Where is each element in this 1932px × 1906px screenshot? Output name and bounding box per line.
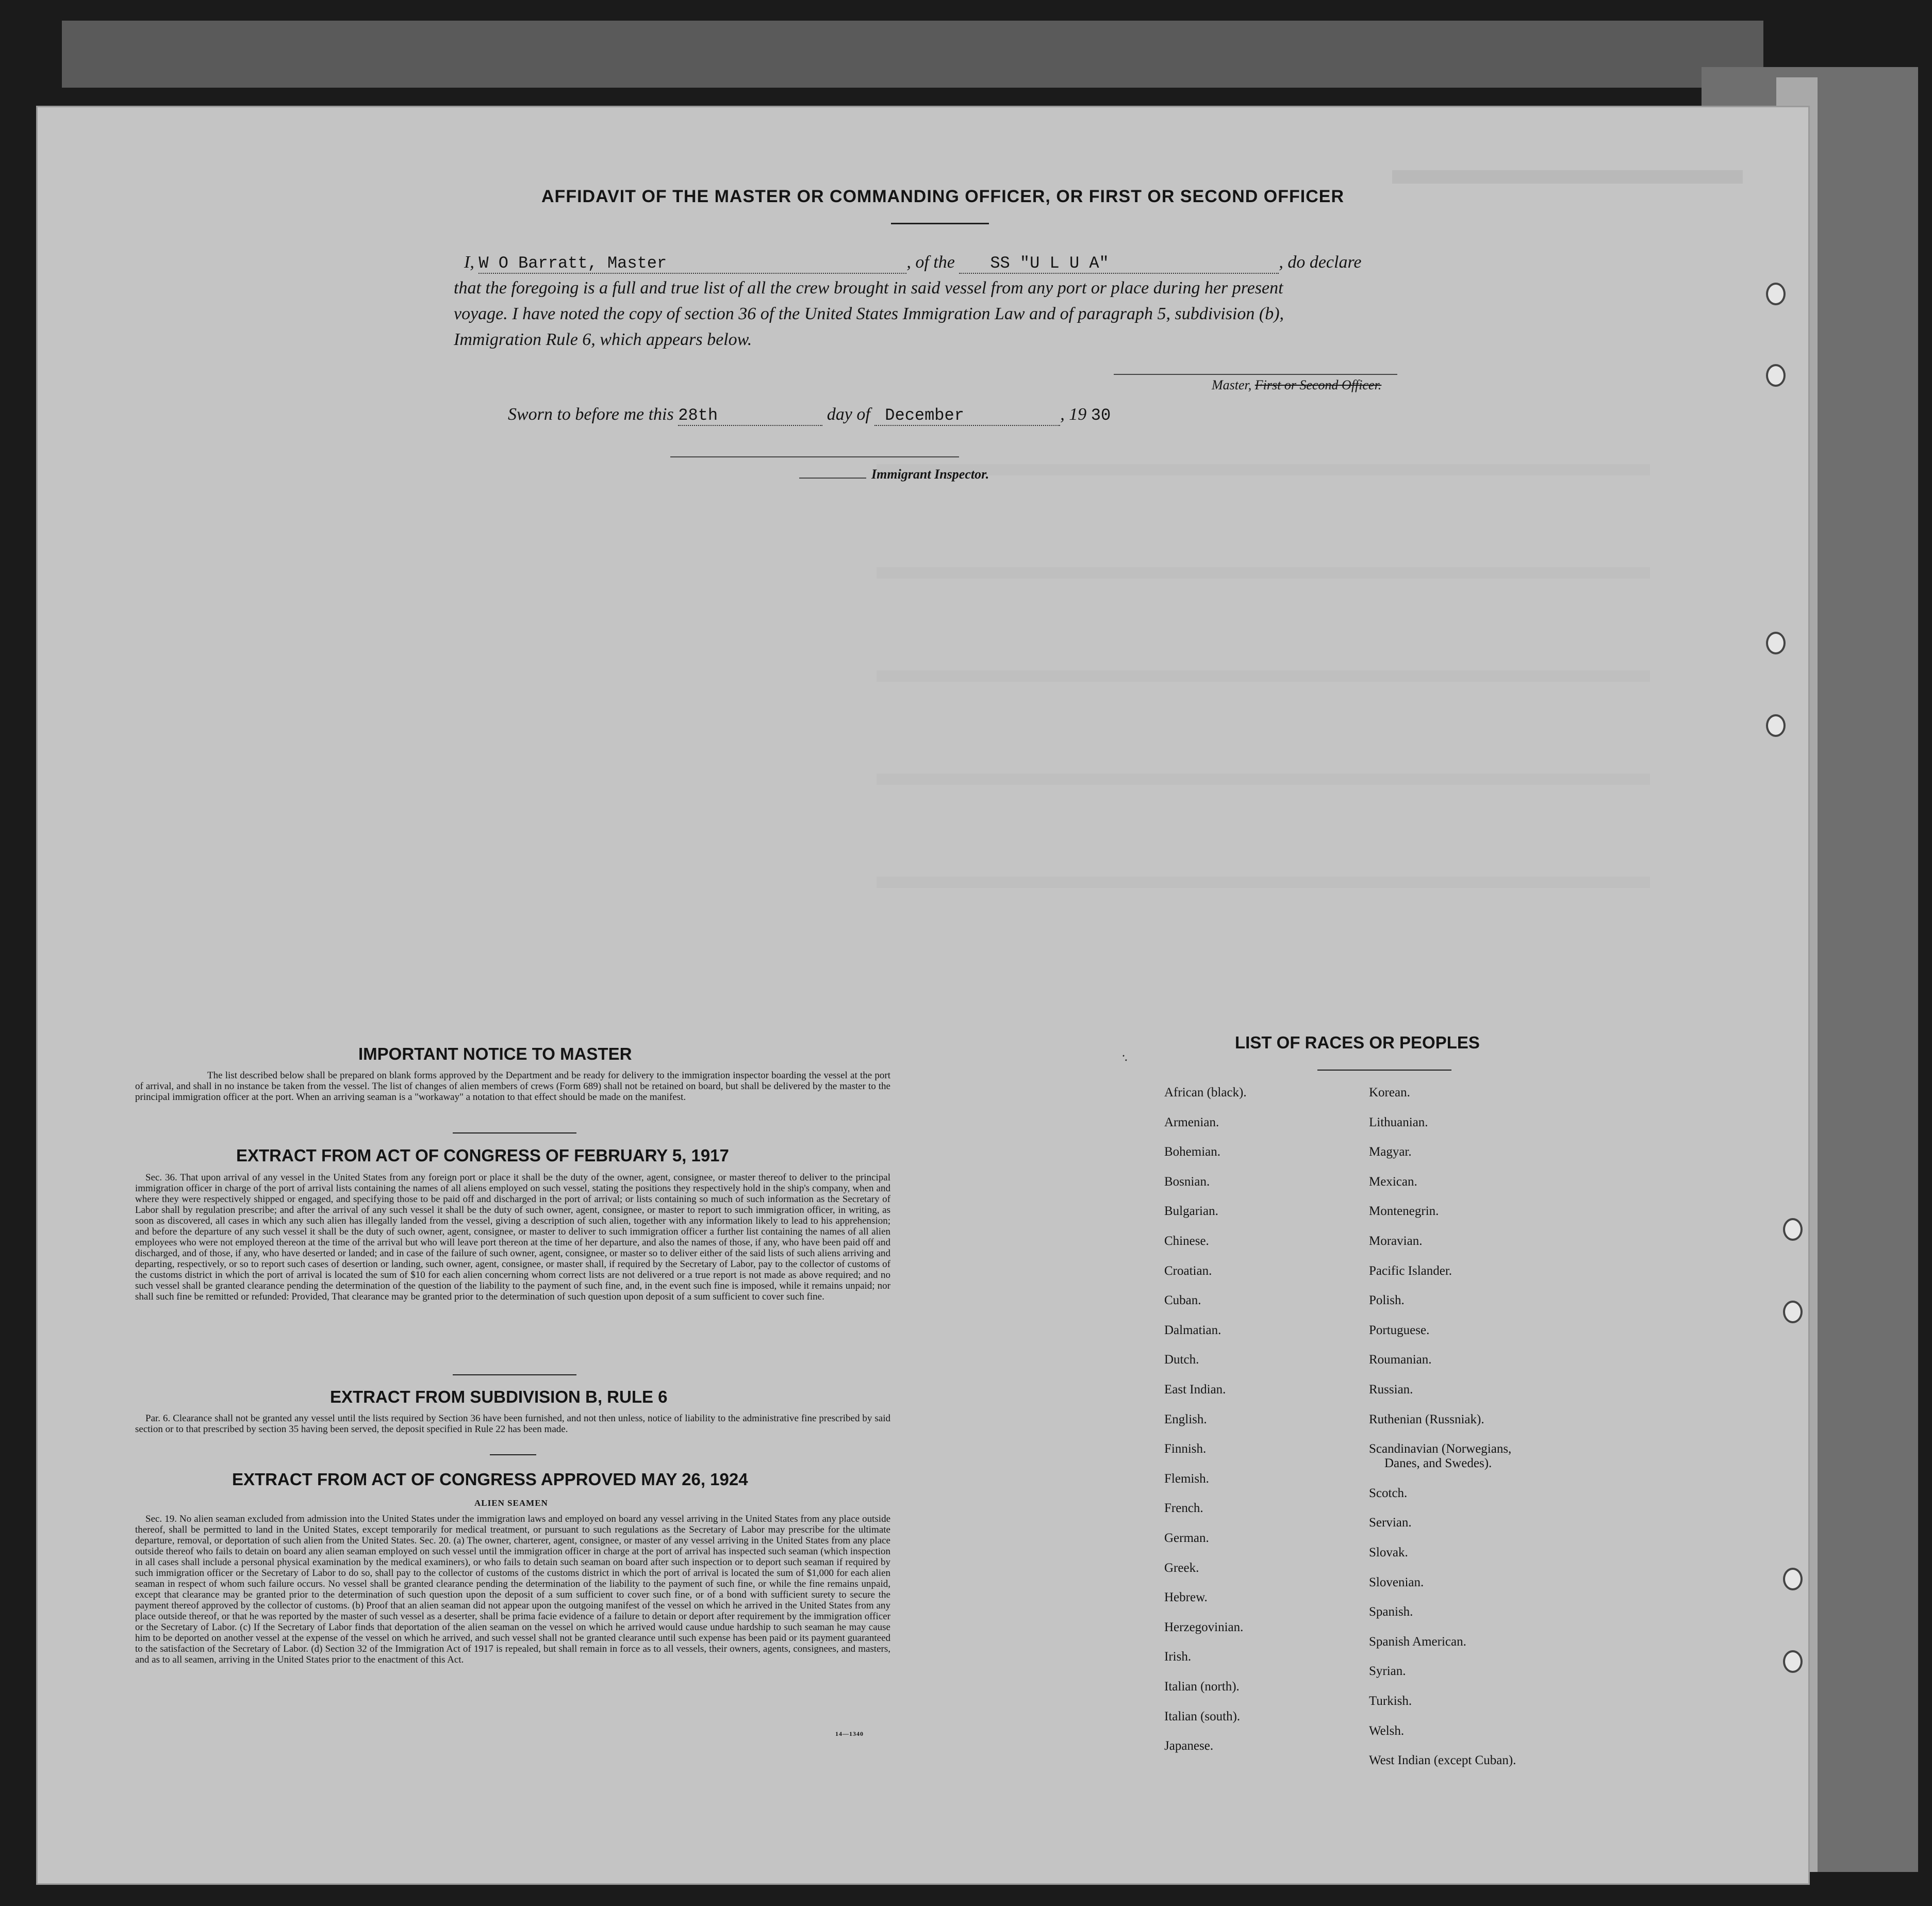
rule-6-title: EXTRACT FROM SUBDIVISION B, RULE 6 [330, 1387, 668, 1406]
race-item: Lithuanian. [1369, 1115, 1428, 1129]
sworn-line [508, 405, 1111, 426]
race-item: Welsh. [1369, 1723, 1405, 1738]
race-item: Portuguese. [1369, 1323, 1430, 1337]
race-item: English. [1164, 1412, 1207, 1426]
alien-seamen-heading: ALIEN SEAMEN [474, 1498, 548, 1508]
race-item: Slovak. [1369, 1546, 1408, 1559]
vessel-name-field[interactable]: SS "U L U A" [959, 254, 1279, 274]
affidavit-line-1 [464, 253, 1362, 274]
race-item: Polish. [1369, 1293, 1405, 1308]
notice-body: The list described below shall be prepared on blank forms approved by the Department and be ready for delivery to the immigration inspector boarding the vessel at the port of arrival, and shall in no instance be taken from the vessel. The list of changes of alien members of crews (Form 689) shall not be retained on board, but shall be delivered by the master to the principal immigration officer at the port. When an arriving seaman is a "workaway" a notation to that effect should be made on the manifest. [135, 1070, 890, 1103]
master-signature-line [1114, 374, 1397, 375]
race-item: African (black). [1164, 1086, 1247, 1099]
bleed-through-row [877, 567, 1650, 579]
race-item: Bulgarian. [1164, 1204, 1218, 1219]
extract-1917-title: EXTRACT FROM ACT OF CONGRESS OF FEBRUARY 5, 1917 [236, 1146, 729, 1165]
title-underline [891, 223, 989, 224]
race-item: Italian (south). [1164, 1709, 1241, 1723]
day-of-label: day of [827, 405, 870, 424]
punch-hole [1783, 1568, 1803, 1590]
affidavit-line-4: Immigration Rule 6, which appears below. [454, 330, 752, 349]
divider [453, 1132, 576, 1133]
race-item: Danes, and Swedes). [1384, 1456, 1492, 1470]
race-item: Ruthenian (Russniak). [1369, 1412, 1484, 1426]
affidavit-line-3: voyage. I have noted the copy of section 36 of the United States Immigration Law and of paragraph 5, subdivision (b), [454, 304, 1284, 323]
month-field[interactable]: December [874, 406, 1060, 426]
race-item: Flemish. [1164, 1471, 1209, 1486]
affidavit-title: AFFIDAVIT OF THE MASTER OR COMMANDING OFFICER, OR FIRST OR SECOND OFFICER [541, 187, 1344, 206]
punch-hole [1783, 1650, 1803, 1673]
punch-hole [1766, 632, 1786, 654]
race-item: Scandinavian (Norwegians, [1369, 1442, 1512, 1456]
race-item: Russian. [1369, 1383, 1413, 1396]
race-item: Cuban. [1164, 1293, 1201, 1308]
race-item: Chinese. [1164, 1234, 1209, 1248]
punch-hole [1783, 1301, 1803, 1323]
year-prefix-label: , 19 [1060, 405, 1087, 424]
race-item: West Indian (except Cuban). [1369, 1753, 1516, 1768]
races-underline [1317, 1070, 1451, 1071]
divider [490, 1454, 536, 1455]
race-item: Greek. [1164, 1560, 1199, 1575]
race-item: Pacific Islander. [1369, 1263, 1452, 1278]
race-item: Roumanian. [1369, 1353, 1432, 1367]
race-item: Japanese. [1164, 1739, 1214, 1753]
extract-1924-title: EXTRACT FROM ACT OF CONGRESS APPROVED MAY 26, 1924 [232, 1470, 748, 1489]
race-item: Hebrew. [1164, 1590, 1208, 1605]
struck-officer-caption: First or Second Officer. [1254, 377, 1382, 392]
race-item: Italian (north). [1164, 1680, 1240, 1694]
race-item: Finnish. [1164, 1442, 1207, 1456]
bleed-through-row [877, 877, 1650, 888]
punch-hole [1766, 283, 1786, 305]
race-item: Moravian. [1369, 1234, 1423, 1248]
race-item: Herzegovinian. [1164, 1620, 1244, 1634]
master-name-field[interactable]: W O Barratt, Master [478, 254, 906, 274]
punch-hole [1766, 714, 1786, 737]
race-item: Magyar. [1369, 1145, 1412, 1159]
day-field[interactable]: 28th [678, 406, 822, 426]
inspector-signature-line [670, 456, 959, 457]
extract-1924-body: Sec. 19. No alien seaman excluded from admission into the United States under the immigration laws and employed on board any vessel arriving in the United States from any place outside thereof, shall be permitted to land in the United States, except temporarily for medical treatment, or pursuant to such regulations as the Secretary of Labor may prescribe for the ultimate departure, removal, or deportation of such alien from the United States. Sec. 20. (a) The owner, charterer, agent, consignee, or master of any vessel arriving in the United States from any place outside thereof who fails to detain on board any alien seaman employed on such vessel until the immigration officer in charge at the port of arrival has inspected such seaman (which inspection in all cases shall include a personal physical examination by the medical examiners), or who fails to detain such seaman on board after such inspection or to deport such seaman if required by such immigration officer or the Secretary of Labor to do so, shall pay to the collector of customs of the customs district in which the port of arrival is located the sum of $1,000 for each alien seaman in respect of whom such failure occurs. No vessel shall be granted clearance pending the determination of the liability to the payment of such fine, or while the fine remains unpaid, except that clearance may be granted prior to the determination of such question upon the deposit of a sum sufficient to cover such fine, or of a bond with sufficient surety to secure the payment thereof approved by the collector of customs. (b) Proof that an alien seaman did not appear upon the outgoing manifest of the vessel on which he arrived in the United States from any place outside thereof, or that he was reported by the master of such vessel as a deserter, shall be prima facie evidence of a failure to detain or deport after requirement by the immigration officer or the Secretary of Labor. (c) If the Secretary of Labor finds that deportation of the alien seaman on the vessel on which he arrived would cause undue hardship to such seaman he may cause him to be deported on another vessel at the expense of the vessel on which he arrived, and such vessel shall not be granted clearance until such expense has been paid or its payment guaranteed to the satisfaction of the Secretary of Labor. (d) Section 32 of the Immigration Act of 1917 is repealed, but shall remain in force as to all vessels, their owners, agents, consignees, and masters, and as to all seamen, arriving in the United States prior to the enactment of this Act. [135, 1514, 890, 1665]
race-item: Armenian. [1164, 1115, 1219, 1129]
race-item: German. [1164, 1531, 1209, 1545]
race-item: Montenegrin. [1369, 1204, 1439, 1219]
affidavit-line-2: that the foregoing is a full and true list of all the crew brought in said vessel from any port or place during her present [454, 278, 1283, 298]
punch-hole [1766, 364, 1786, 387]
race-item: Syrian. [1369, 1664, 1406, 1679]
sworn-label: Sworn to before me this [508, 405, 674, 424]
race-item: Korean. [1369, 1086, 1410, 1099]
race-item: French. [1164, 1501, 1203, 1516]
race-item: Servian. [1369, 1516, 1412, 1530]
year-field[interactable]: 30 [1091, 406, 1111, 425]
bleed-through-header [1392, 170, 1743, 184]
pencil-mark: ·. [1118, 1047, 1133, 1064]
master-signature-caption [1212, 377, 1381, 393]
race-item: Irish. [1164, 1650, 1192, 1664]
race-item: Bosnian. [1164, 1174, 1210, 1189]
race-item: Slovenian. [1369, 1575, 1424, 1589]
race-item: Scotch. [1369, 1486, 1408, 1500]
race-item: Bohemian. [1164, 1145, 1221, 1159]
race-item: Spanish American. [1369, 1634, 1466, 1649]
divider [453, 1374, 576, 1375]
do-declare-label: , do declare [1279, 253, 1362, 272]
race-item: East Indian. [1164, 1383, 1226, 1396]
races-title: LIST OF RACES OR PEOPLES [1235, 1033, 1480, 1052]
race-item: Dalmatian. [1164, 1323, 1221, 1337]
rule-6-body: Par. 6. Clearance shall not be granted any vessel until the lists required by Section 36 have been furnished, and not then unless, notice of liability to the administrative fine prescribed by said section or to that prescribed by section 35 having been served, the deposit specified in Rule 22 has been made. [135, 1413, 890, 1435]
race-item: Mexican. [1369, 1174, 1417, 1189]
bleed-through-row [877, 464, 1650, 475]
underlying-sheet-top [62, 21, 1763, 88]
race-item: Croatian. [1164, 1263, 1212, 1278]
inspector-caption: Immigrant Inspector. [871, 467, 989, 482]
punch-hole [1783, 1218, 1803, 1241]
of-the-label: , of the [906, 253, 955, 272]
extract-1917-body: Sec. 36. That upon arrival of any vessel in the United States from any foreign port or place it shall be the duty of the owner, agent, consignee, or master thereof to deliver to the principal immigration officer in charge of the port of arrival lists containing the names of all aliens employed on such vessel, stating the positions they respectively hold in the ship's company, when and where they were respectively shipped or engaged, and specifying those to be paid off and discharged in the port of arrival; or lists containing so much of such information as the Secretary of Labor shall by regulation prescribe; and after the arrival of any such vessel it shall be the duty of such owner, agent, consignee, or master to report to such immigration officer, in writing, as soon as discovered, all cases in which any such alien has illegally landed from the vessel, giving a description of such alien, together with any information likely to lead to his apprehension; and before the departure of any such vessel it shall be the duty of such owner, agent, consignee, or master to deliver to such immigration officer a further list containing the names of all alien employees who were not employed thereon at the time of the arrival but who will leave port thereon at the time of her departure, and also the names of those, if any, who have been paid off and discharged, and of those, if any, who have deserted or landed; and in case of the failure of such owner, agent, consignee, or master so to deliver either of the said lists of such aliens arriving and departing, respectively, or so to report such cases of desertion or landing, such owner, agent, consignee, or master shall, if required by the Secretary of Labor, pay to the collector of customs of the customs district in which the port of arrival is located the sum of $10 for each alien concerning whom correct lists are not delivered or a true report is not made as above required; and no such vessel shall be granted clearance pending the determination of the question of the liability to the payment of such fine, and, in the event such fine is imposed, while it remains unpaid; nor shall such fine be remitted or refunded: Provided, That clearance may be granted prior to the determination of such question upon deposit of a sum sufficient to cover such fine. [135, 1172, 890, 1302]
bleed-through-row [877, 670, 1650, 682]
master-caption: Master, [1212, 377, 1252, 392]
race-item: Turkish. [1369, 1694, 1412, 1708]
affidavit-i: I, [464, 253, 474, 272]
race-item: Dutch. [1164, 1353, 1199, 1367]
race-item: Spanish. [1369, 1605, 1413, 1619]
form-number: 14—1340 [835, 1730, 864, 1737]
bleed-through-row [877, 774, 1650, 785]
notice-title: IMPORTANT NOTICE TO MASTER [358, 1044, 632, 1063]
inspector-short-line [799, 478, 866, 479]
